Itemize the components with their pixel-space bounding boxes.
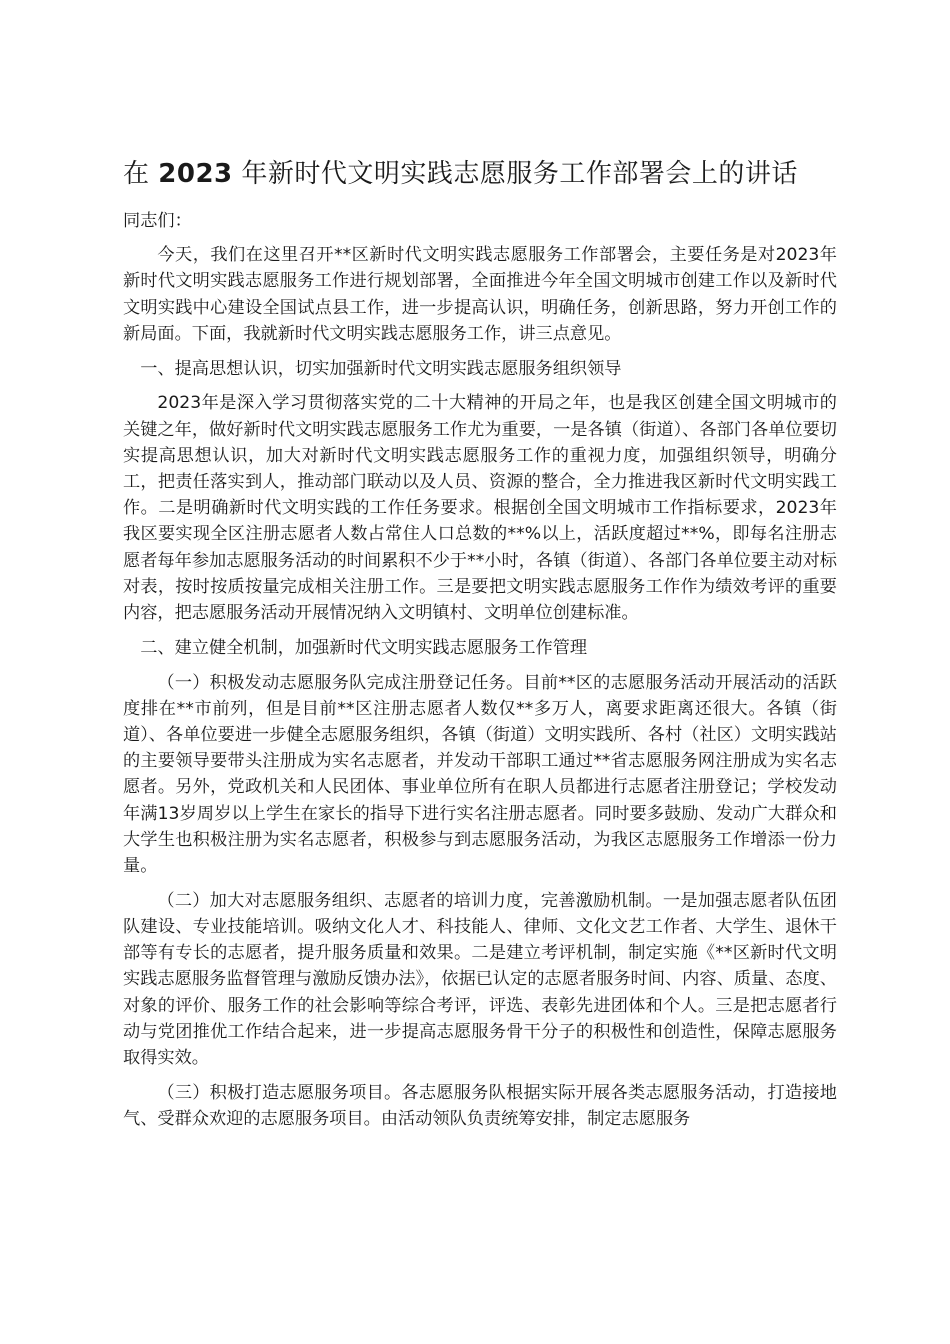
title-prefix: 在 [123, 159, 150, 189]
paragraph-section-1: 2023年是深入学习贯彻落实党的二十大精神的开局之年，也是我区创建全国文明城市的关键之年，做好新时代文明实践志愿服务工作尤为重要，一是各镇（街道）、各部门各单位要切实提高思想认识，加大对新时代文明实践志愿服务工作的重视力度，加强组织领导，明确分工，把责任落实到人，推动部门联动以及人员、资源的整合，全力推进我区新时代文明实践工作。二是明确新时代文明实践的工作任务要求。根据创全国文明城市工作指标要求，2023年我区要实现全区注册志愿者人数占常住人口总数的**%以上，活跃度超过**%，即每名注册志愿者每年参加志愿服务活动的时间累积不少于**小时，各镇（街道）、各部门各单位要主动对标对表，按时按质按量完成相关注册工作。三是要把文明实践志愿服务工作作为绩效考评的重要内容，把志愿服务活动开展情况纳入文明镇村、文明单位创建标准。 [123, 393, 837, 624]
title-year: 2023 [158, 159, 233, 189]
paragraph-intro: 今天，我们在这里召开**区新时代文明实践志愿服务工作部署会，主要任务是对2023年新时代文明实践志愿服务工作进行规划部署，全面推进今年全国文明城市创建工作以及新时代文明实践中心建设全国试点县工作，进一步提高认识，明确任务，创新思路，努力开创工作的新局面。下面，我就新时代文明实践志愿服务工作，讲三点意见。 [123, 245, 837, 344]
section-heading-2: 二、建立健全机制，加强新时代文明实践志愿服务工作管理 [140, 637, 588, 658]
section-heading-1: 一、提高思想认识，切实加强新时代文明实践志愿服务组织领导 [140, 358, 622, 379]
paragraph-subsection-3: （三）积极打造志愿服务项目。各志愿服务队根据实际开展各类志愿服务活动，打造接地气、受群众欢迎的志愿服务项目。由活动领队负责统筹安排，制定志愿服务 [123, 1082, 837, 1130]
paragraph-subsection-2: （二）加大对志愿服务组织、志愿者的培训力度，完善激励机制。一是加强志愿者队伍团队建设、专业技能培训。吸纳文化人才、科技能人、律师、文化文艺工作者、大学生、退休干部等有专长的志愿者，提升服务质量和效果。二是建立考评机制，制定实施《**区新时代文明实践志愿服务监督管理与激励反馈办法》，依据已认定的志愿者服务时间、内容、质量、态度、对象的评价、服务工作的社会影响等综合考评，评选、表彰先进团体和个人。三是把志愿者行动与党团推优工作结合起来，进一步提高志愿服务骨干分子的积极性和创造性，保障志愿服务取得实效。 [123, 890, 837, 1069]
document-body [123, 148, 837, 1141]
paragraph-subsection-1: （一）积极发动志愿服务队完成注册登记任务。目前**区的志愿服务活动开展活动的活跃度排在**市前列，但是目前**区注册志愿者人数仅**多万人，离要求距离还很大。各镇（街道）、各单位要进一步健全志愿服务组织，各镇（街道）文明实践所、各村（社区）文明实践站的主要领导要带头注册成为实名志愿者，并发动干部职工通过**省志愿服务网注册成为实名志愿者。另外，党政机关和人民团体、事业单位所有在职人员都进行志愿者注册登记；学校发动年满13岁周岁以上学生在家长的指导下进行实名注册志愿者。同时要多鼓励、发动广大群众和大学生也积极注册为实名志愿者，积极参与到志愿服务活动，为我区志愿服务工作增添一份力量。 [123, 672, 837, 877]
document-title [123, 148, 837, 200]
salutation: 同志们： [123, 211, 192, 231]
title-rest: 年新时代文明实践志愿服务工作部署会上的讲话 [241, 159, 798, 189]
